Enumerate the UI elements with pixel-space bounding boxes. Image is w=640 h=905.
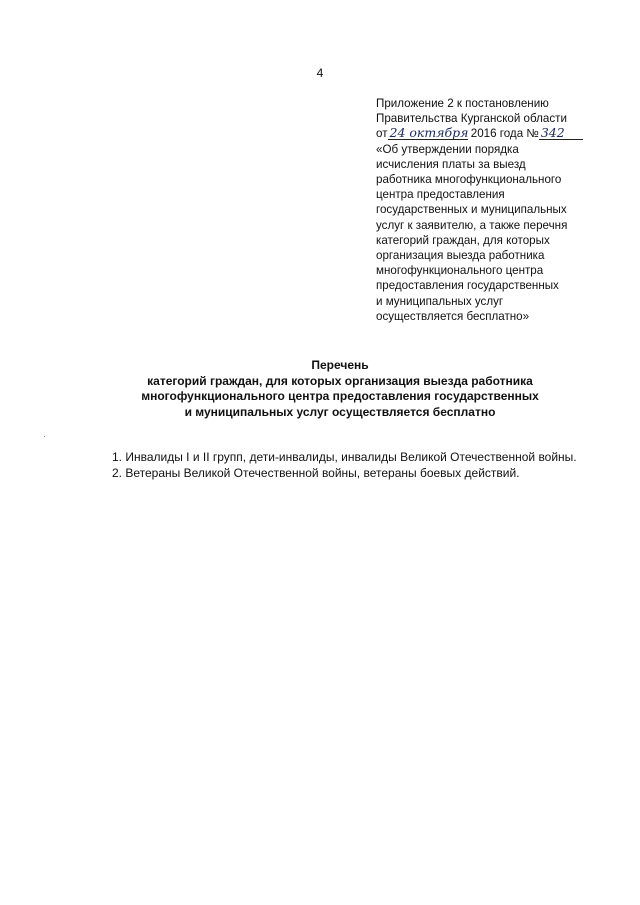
appendix-block (376, 96, 616, 324)
appendix-date-line (376, 126, 616, 141)
resolution-line: организация выезда работника (376, 249, 545, 263)
appendix-line: Правительства Курганской области (376, 112, 567, 126)
resolution-line: работника многофункционального (376, 173, 562, 187)
resolution-line: «Об утверждении порядка (376, 142, 519, 156)
appendix-line: Приложение 2 к постановлению (376, 97, 549, 110)
page-number: 4 (316, 66, 324, 80)
title-line: многофункционального центра предоставления государственных (141, 389, 539, 403)
resolution-line: категорий граждан, для которых (376, 233, 550, 247)
title-line: и муниципальных услуг осуществляется бесплатно (184, 404, 496, 419)
list-item: 2. Ветераны Великой Отечественной войны, ветераны боевых действий. (112, 466, 520, 480)
resolution-line: многофункционального центра (376, 264, 544, 278)
resolution-line: услуг к заявителю, а также перечня (376, 218, 568, 232)
document-title (80, 358, 600, 420)
resolution-line: государственных и муниципальных (376, 203, 567, 217)
title-line: категорий граждан, для которых организация выезда работника (147, 373, 533, 388)
title-heading: Перечень (311, 358, 369, 372)
year-text: 2016 года № (470, 127, 539, 141)
handwritten-number: 342 (539, 126, 583, 140)
resolution-line: исчисления платы за выезд (376, 157, 526, 171)
categories-list (88, 449, 610, 481)
handwritten-date: 24 октября (389, 125, 469, 141)
resolution-line: предоставления государственных (376, 279, 559, 293)
list-item: 1. Инвалиды I и II групп, дети-инвалиды, инвалиды Великой Отечественной войны. (112, 450, 577, 464)
from-prefix: от (376, 127, 388, 141)
resolution-line: и муниципальных услуг (376, 294, 504, 308)
margin-mark (44, 436, 45, 437)
resolution-line: центра предоставления (376, 188, 505, 202)
resolution-line: осуществляется бесплатно» (376, 309, 530, 323)
